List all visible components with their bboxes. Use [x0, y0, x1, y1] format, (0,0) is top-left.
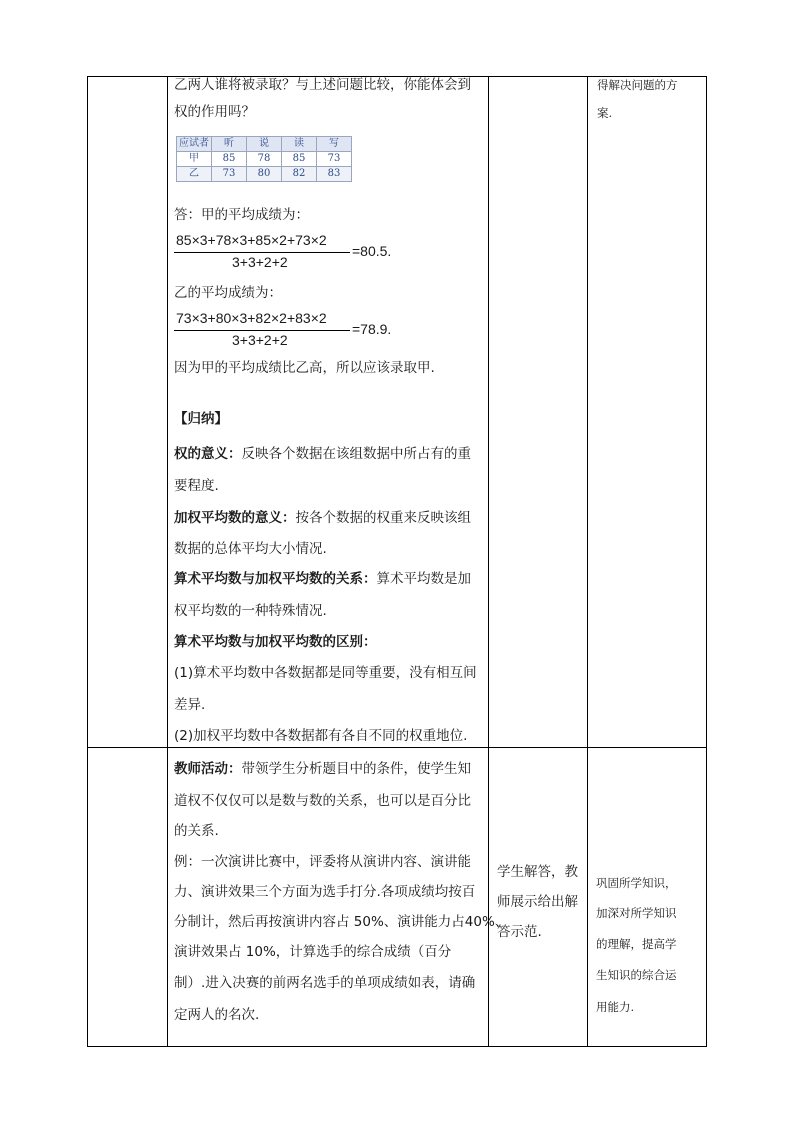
purpose-text: 得解决问题的方 [597, 78, 678, 92]
table-cell: 73 [317, 152, 352, 167]
student-activity: 师展示给出解 [497, 894, 578, 910]
table-cell: 78 [247, 152, 282, 167]
term-text: 按各个数据的权重来反映该组 [295, 510, 471, 526]
purpose-text: 案. [597, 106, 613, 120]
purpose-text: 用能力. [596, 1000, 635, 1014]
answer-label: 乙的平均成绩为： [174, 285, 282, 301]
formula-denominator: 3+3+2+2 [232, 254, 288, 270]
term-text: 带领学生分析题目中的条件，使学生知 [241, 761, 471, 777]
table-cell: 乙 [177, 167, 212, 182]
col-divider [706, 76, 707, 1047]
term-text: 反映各个数据在该组数据中所占有的重 [241, 446, 471, 462]
summary-line: 数据的总体平均大小情况. [174, 541, 327, 557]
table-header: 读 [282, 137, 317, 152]
table-header-row [177, 137, 352, 152]
summary-line [174, 570, 471, 588]
col-divider [587, 76, 588, 1047]
col-divider [167, 76, 168, 1047]
table-border-bottom [87, 1046, 707, 1047]
table-header: 说 [247, 137, 282, 152]
example-line: 力、演讲效果三个方面为选手打分.各项成绩均按百 [174, 884, 476, 900]
table-header: 听 [212, 137, 247, 152]
fraction-bar [174, 252, 350, 253]
term-label: 教师活动： [174, 761, 242, 777]
example-line: 定两人的名次. [174, 1007, 260, 1023]
summary-title: 【归纳】 [174, 411, 228, 427]
table-cell: 80 [247, 167, 282, 182]
term-text: 算术平均数是加 [376, 571, 471, 587]
conclusion-text: 因为甲的平均成绩比乙高，所以应该录取甲. [174, 360, 435, 376]
example-line: 演讲效果占 10%，计算选手的综合成绩（百分 [174, 944, 452, 960]
summary-line [174, 445, 471, 463]
summary-line: 权平均数的一种特殊情况. [174, 603, 327, 619]
teacher-activity-line: 道权不仅仅可以是数与数的关系，也可以是百分比 [174, 793, 471, 809]
purpose-text: 生知识的综合运 [596, 968, 677, 982]
table-cell: 甲 [177, 152, 212, 167]
summary-line: 要程度. [174, 478, 219, 494]
summary-line [174, 509, 471, 527]
term-label: 算术平均数与加权平均数的关系： [174, 571, 377, 587]
fraction-bar [174, 330, 350, 331]
table-header: 写 [317, 137, 352, 152]
term-label: 权的意义： [174, 446, 242, 462]
table-row [177, 167, 352, 182]
row-divider [87, 747, 707, 748]
table-header: 应试者 [177, 137, 212, 152]
term-label: 算术平均数与加权平均数的区别： [174, 634, 377, 650]
teacher-activity-line [174, 760, 471, 778]
col-divider [488, 76, 489, 1047]
summary-line: (1)算术平均数中各数据都是同等重要，没有相互间 [174, 665, 477, 681]
student-activity: 学生解答，教 [497, 864, 578, 880]
question-line: 乙两人谁将被录取？与上述问题比较，你能体会到 [174, 77, 471, 93]
table-cell: 85 [282, 152, 317, 167]
formula-numerator: 85×3+78×3+85×2+73×2 [176, 232, 327, 248]
term-label: 加权平均数的意义： [174, 510, 296, 526]
formula-denominator: 3+3+2+2 [232, 332, 288, 348]
teacher-activity-line: 的关系. [174, 823, 219, 839]
formula-numerator: 73×3+80×3+82×2+83×2 [176, 310, 327, 326]
summary-line: 差异. [174, 697, 206, 713]
question-line: 权的作用吗？ [174, 104, 255, 120]
answer-label: 答：甲的平均成绩为： [174, 207, 309, 223]
example-line: 制）.进入决赛的前两名选手的单项成绩如表，请确 [174, 975, 476, 991]
table-cell: 83 [317, 167, 352, 182]
formula-result: =80.5. [352, 243, 392, 259]
table-cell: 73 [212, 167, 247, 182]
purpose-text: 巩固所学知识， [596, 876, 677, 890]
table-cell: 82 [282, 167, 317, 182]
table-row [177, 152, 352, 167]
table-cell: 85 [212, 152, 247, 167]
example-line: 分制计，然后再按演讲内容占 50%、演讲能力占40%、 [174, 914, 509, 930]
example-line: 例：一次演讲比赛中，评委将从演讲内容、演讲能 [174, 854, 471, 870]
formula-result: =78.9. [352, 321, 392, 337]
purpose-text: 的理解，提高学 [596, 937, 677, 951]
student-activity: 答示范. [497, 924, 542, 940]
col-divider [87, 76, 88, 1047]
summary-line: (2)加权平均数中各数据都有各自不同的权重地位. [174, 728, 468, 744]
purpose-text: 加深对所学知识 [596, 906, 677, 920]
score-table [176, 136, 352, 182]
